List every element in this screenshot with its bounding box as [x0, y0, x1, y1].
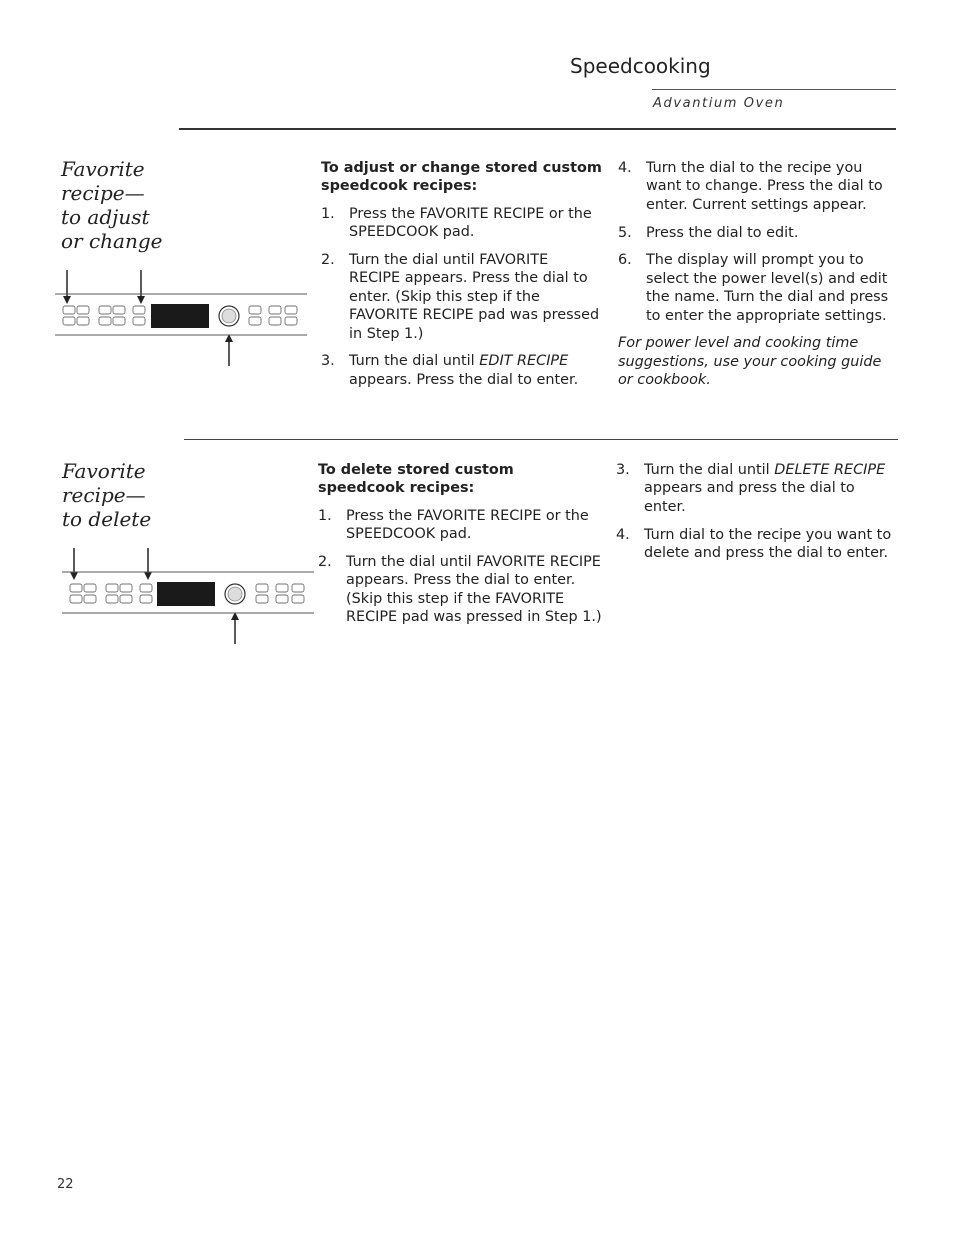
- header-divider: [652, 89, 896, 90]
- list-item: 5. Press the dial to edit.: [618, 224, 799, 241]
- section-title-line: to delete: [62, 507, 152, 531]
- list-item: 2. Turn the dial until FAVORITE RECIPE appears. Press the dial to enter. (Skip this step if the FAVORITE RECIPE pad was pressed in Step 1.): [321, 252, 600, 342]
- cooking-guide-note: For power level and cooking time suggestions, use your cooking guide or cookbook.: [618, 335, 882, 389]
- section-title-line: recipe—: [62, 483, 146, 507]
- list-item: 3. Turn the dial until EDIT RECIPE appears. Press the dial to enter.: [321, 353, 579, 388]
- step-list: [318, 507, 602, 627]
- list-item: 4. Turn dial to the recipe you want to delete and press the dial to enter.: [616, 526, 892, 562]
- control-panel-illustration: [55, 268, 310, 370]
- list-item: 1. Press the FAVORITE RECIPE or the SPEEDCOOK pad.: [318, 507, 589, 543]
- section-divider: [184, 439, 898, 440]
- list-item: 4. Turn the dial to the recipe you want to change. Press the dial to enter. Current settings appear.: [618, 160, 883, 213]
- section-title-delete: [62, 459, 151, 531]
- page-title: Speedcooking: [570, 54, 711, 78]
- section-title-line: to adjust: [61, 205, 150, 229]
- list-item: 6. The display will prompt you to select the power level(s) and edit the name. Turn the dial and press to enter the appropriate settings.: [618, 252, 889, 324]
- step-list: [616, 461, 896, 562]
- section-title-line: recipe—: [61, 181, 145, 205]
- section-title-line: or change: [61, 229, 163, 253]
- list-item: 3. Turn the dial until DELETE RECIPE appears and press the dial to enter.: [616, 462, 886, 515]
- section-title-line: Favorite: [62, 459, 146, 483]
- delete-steps-right: [616, 461, 896, 572]
- adjust-steps-left: [321, 159, 603, 399]
- delete-steps-left: [318, 461, 602, 636]
- section-title-adjust: [61, 157, 162, 253]
- section-divider: [179, 128, 896, 130]
- delete-heading: To delete stored custom speedcook recipes:: [318, 462, 514, 497]
- section-title-line: Favorite: [61, 157, 145, 181]
- list-item: 1. Press the FAVORITE RECIPE or the SPEEDCOOK pad.: [321, 205, 592, 241]
- adjust-heading: To adjust or change stored custom speedcook recipes:: [321, 160, 602, 195]
- page-subtitle: Advantium Oven: [653, 96, 785, 111]
- step-list: [321, 205, 603, 389]
- adjust-steps-right: [618, 159, 898, 390]
- page-number: 22: [57, 1177, 74, 1192]
- control-panel-illustration: [62, 546, 317, 648]
- list-item: 2. Turn the dial until FAVORITE RECIPE appears. Press the dial to enter. (Skip this step if the FAVORITE RECIPE pad was pressed in Step 1.): [318, 554, 602, 626]
- step-list: [618, 159, 898, 325]
